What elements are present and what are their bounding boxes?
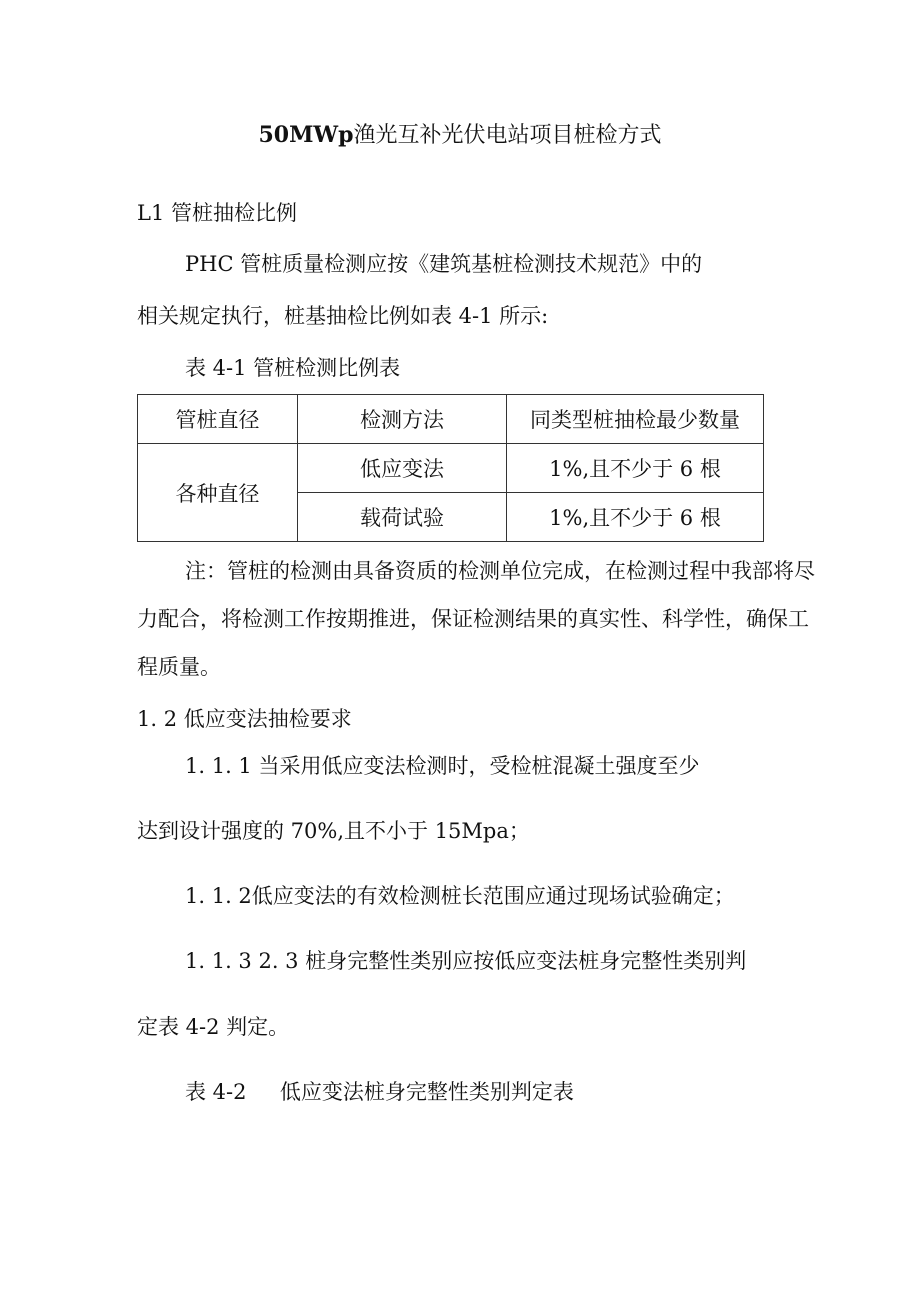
item3-line1: 1. 1. 3 2. 3 桩身完整性类别应按低应变法桩身完整性类别判 <box>185 949 747 973</box>
section1-para-line2: 相关规定执行，桩基抽检比例如表 4-1 所示: <box>137 304 549 328</box>
item3-line2: 定表 4-2 判定。 <box>137 1015 290 1039</box>
item1-line2: 达到设计强度的 70%,且不小于 15Mpa； <box>137 819 530 843</box>
method-cell: 载荷试验 <box>298 493 507 542</box>
item1-line1: 1. 1. 1 当采用低应变法检测时，受检桩混凝土强度至少 <box>185 754 700 778</box>
header-cell: 检测方法 <box>298 395 507 444</box>
table-row <box>138 444 764 493</box>
section-heading-1-2: 1. 2 低应变法抽检要求 <box>137 707 352 731</box>
quantity-cell: 1%,且不少于 6 根 <box>507 493 764 542</box>
item2-line: 1. 1. 2低应变法的有效检测桩长范围应通过现场试验确定； <box>185 884 735 908</box>
title-capacity: 50MWp <box>258 122 354 148</box>
header-cell: 管桩直径 <box>138 395 298 444</box>
quantity-cell: 1%,且不少于 6 根 <box>507 444 764 493</box>
note-line3: 程质量。 <box>137 655 221 679</box>
method-cell: 低应变法 <box>298 444 507 493</box>
pile-test-ratio-table <box>137 394 764 542</box>
title-text: 渔光互补光伏电站项目桩检方式 <box>353 123 662 148</box>
note-line2: 力配合，将检测工作按期推进，保证检测结果的真实性、科学性，确保工 <box>137 607 809 631</box>
note-line1: 注：管桩的检测由具备资质的检测单位完成，在检测过程中我部将尽 <box>185 559 815 583</box>
section-heading-1-1: L1 管桩抽检比例 <box>137 201 297 225</box>
table1-caption: 表 4-1 管桩检测比例表 <box>185 356 401 380</box>
table-header-row <box>138 395 764 444</box>
group-cell: 各种直径 <box>138 444 298 542</box>
section1-para-line1: PHC 管桩质量检测应按《建筑基桩检测技术规范》中的 <box>185 252 703 276</box>
header-cell: 同类型桩抽检最少数量 <box>507 395 764 444</box>
table2-caption: 表 4-2 低应变法桩身完整性类别判定表 <box>185 1080 574 1104</box>
document-title <box>0 121 920 150</box>
